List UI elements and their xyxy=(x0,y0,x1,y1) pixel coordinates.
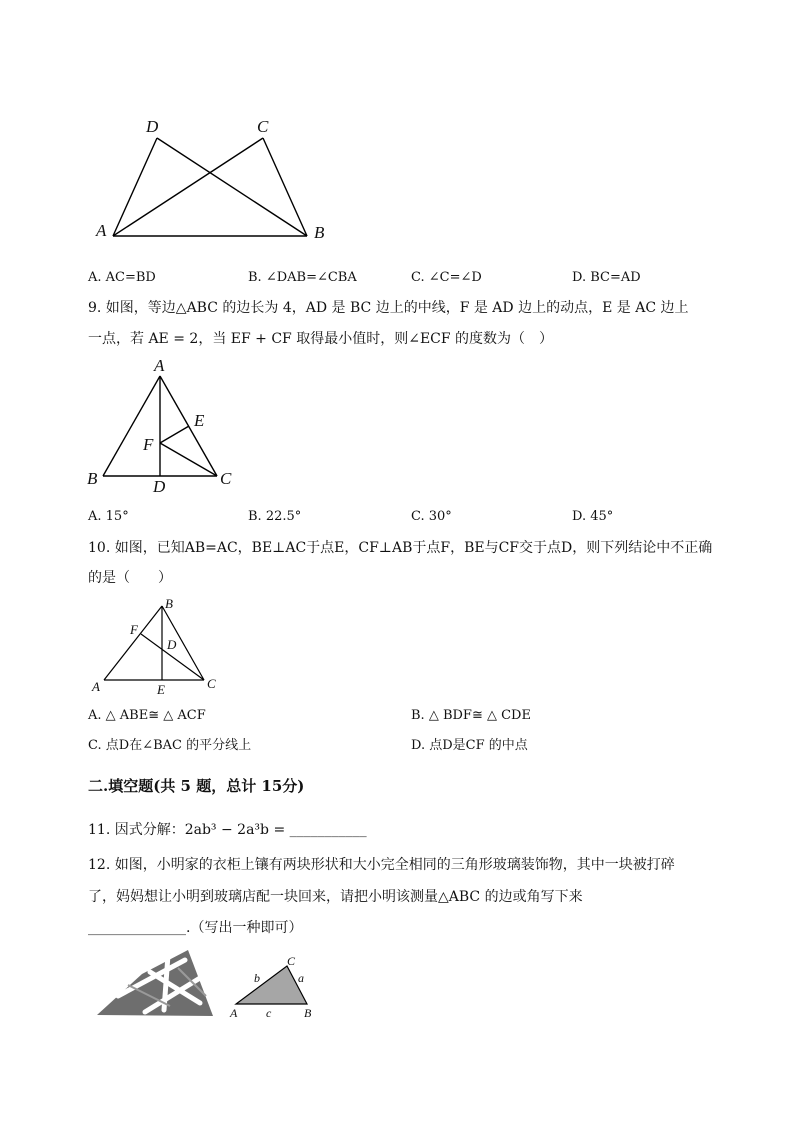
point-label-B: B xyxy=(304,1006,312,1020)
q10-option-b: B. △ BDF≅ △ CDE xyxy=(411,708,531,723)
point-label-A: A xyxy=(230,1006,238,1020)
q9-option-a: A. 15° xyxy=(88,509,129,524)
point-label-C: C xyxy=(220,469,232,488)
q12-text-line3: ______________.（写出一种即可） xyxy=(88,920,303,936)
q8-option-c: C. ∠C=∠D xyxy=(411,270,482,285)
q9-option-c: C. 30° xyxy=(411,509,452,524)
section-heading-fill-in: 二.填空题(共 5 题，总计 15分) xyxy=(88,777,305,795)
point-label-B: B xyxy=(314,223,325,242)
point-label-F: F xyxy=(143,435,154,454)
point-label-C: C xyxy=(287,954,296,968)
q10-text-line2: 的是（ ） xyxy=(88,570,172,586)
point-label-A: A xyxy=(154,356,165,375)
q8-option-a: A. AC=BD xyxy=(88,270,156,285)
point-label-E: E xyxy=(157,682,165,697)
q9-option-b: B. 22.5° xyxy=(248,509,302,524)
q10-option-c: C. 点D在∠BAC 的平分线上 xyxy=(88,738,252,753)
point-label-A: A xyxy=(96,221,107,240)
point-label-F: F xyxy=(130,622,138,637)
q9-option-d: D. 45° xyxy=(572,509,614,524)
q9-text-line1: 9. 如图，等边△ABC 的边长为 4，AD 是 BC 边上的中线，F 是 AD 边上的动点，E 是 AC 边上 xyxy=(88,300,689,316)
side-label-a: a xyxy=(298,971,304,985)
side-label-b: b xyxy=(254,971,260,985)
point-label-A: A xyxy=(92,679,100,694)
point-label-D: D xyxy=(167,637,177,652)
point-label-B: B xyxy=(165,596,173,611)
q11-text: 11. 因式分解：2ab³ − 2a³b = ___________ xyxy=(88,822,367,838)
q10-option-a: A. △ ABE≅ △ ACF xyxy=(88,708,206,723)
point-label-C: C xyxy=(257,117,269,136)
side-label-c: c xyxy=(266,1006,272,1020)
point-label-D: D xyxy=(153,477,166,496)
point-label-E: E xyxy=(194,411,205,430)
q12-text-line2: 了，妈妈想让小明到玻璃店配一块回来，请把小明该测量△ABC 的边或角写下来 xyxy=(88,889,583,905)
q10-text-line1: 10. 如图，已知AB=AC，BE⊥AC于点E，CF⊥AB于点F，BE与CF交于点D，则下列结论中不正确 xyxy=(88,540,713,556)
point-label-C: C xyxy=(207,676,216,691)
q12-text-line1: 12. 如图，小明家的衣柜上镶有两块形状和大小完全相同的三角形玻璃装饰物，其中一块被打碎 xyxy=(88,857,675,873)
q8-option-d: D. BC=AD xyxy=(572,270,641,285)
q10-option-d: D. 点D是CF 的中点 xyxy=(411,738,528,753)
q9-text-line2: 一点，若 AE = 2，当 EF + CF 取得最小值时，则∠ECF 的度数为（ ） xyxy=(88,331,554,347)
q8-option-b: B. ∠DAB=∠CBA xyxy=(248,270,357,285)
point-label-D: D xyxy=(146,117,159,136)
point-label-B: B xyxy=(87,469,98,488)
